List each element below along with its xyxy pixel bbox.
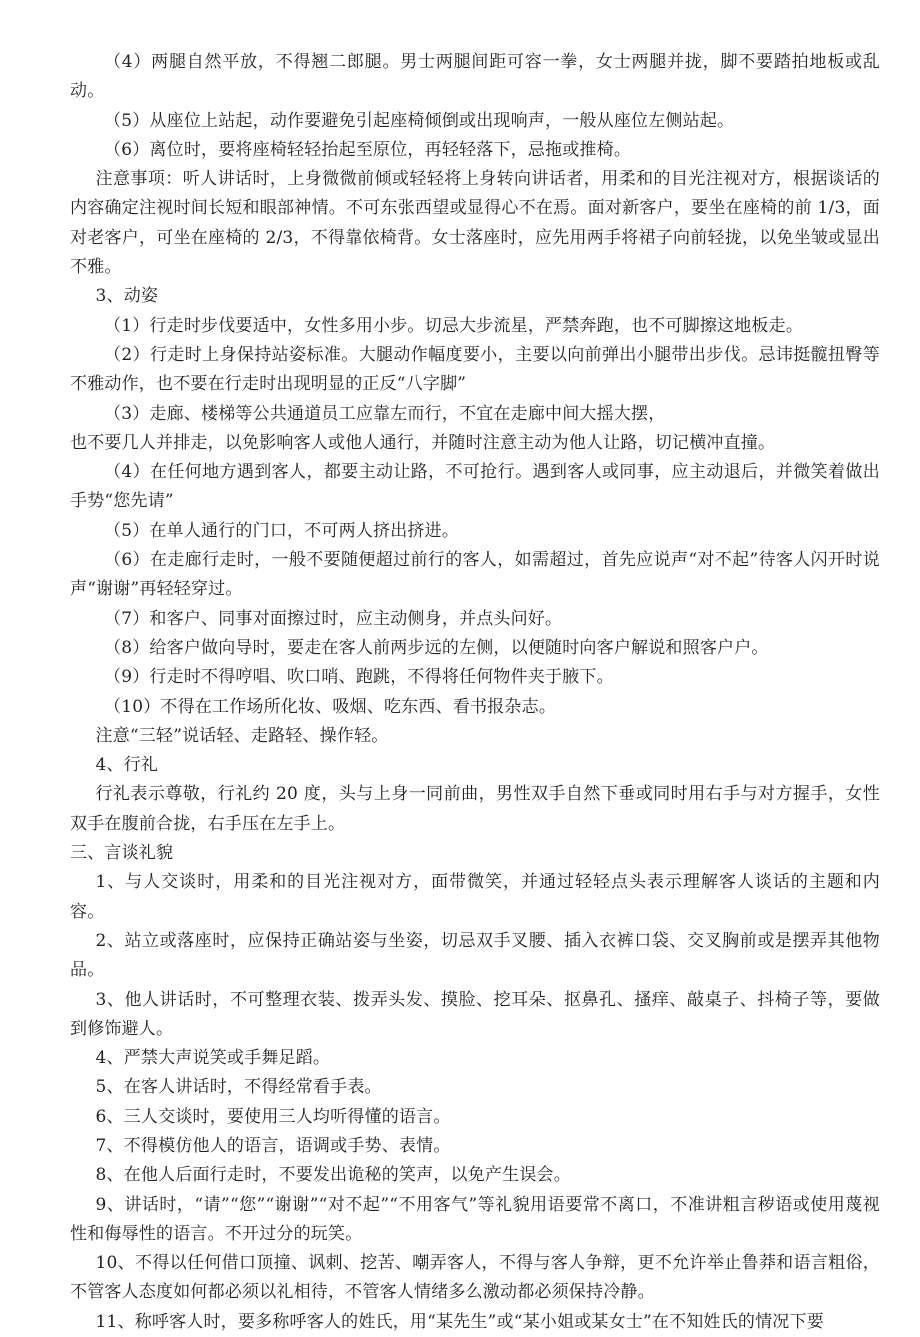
paragraph: （4）在任何地方遇到客人，都要主动让路，不可抢行。遇到客人或同事，应主动退后，并微笑着做出手势“您先请” [70,462,880,512]
paragraph: 行礼表示尊敬，行礼约 20 度，头与上身一同前曲，男性双手自然下垂或同时用右手与对方握手，女性双手在腹前合拢，右手压在左手上。 [70,784,880,834]
paragraph: 6、三人交谈时，要使用三人均听得懂的语言。 [95,1106,451,1127]
paragraph: （3）走廊、楼梯等公共通道员工应靠左而行，不宜在走廊中间大摇大摆， [104,403,666,424]
paragraph: （2）行走时上身保持站姿标准。大腿动作幅度要小，主要以向前弹出小腿带出步伐。忌讳挺髋扭臀等不雅动作，也不要在行走时出现明显的正反“八字脚” [70,344,880,395]
paragraph: （9）行走时不得哼唱、吹口哨、跑跳，不得将任何物件夹于腋下。 [104,667,614,688]
paragraph: 7、不得模仿他人的语言，语调或手势、表情。 [95,1135,451,1156]
paragraph: （8）给客户做向导时，要走在客人前两步远的左侧，以便随时向客户解说和照客户户。 [104,637,769,658]
paragraph: （4）两腿自然平放，不得翘二郎腿。男士两腿间距可容一拳，女士两腿并拢，脚不要踏拍地板或乱动。 [70,52,880,102]
paragraph: （5）从座位上站起，动作要避免引起座椅倾倒或出现响声，一般从座位左侧站起。 [104,110,735,131]
paragraph: 4、行礼 [95,755,159,776]
paragraph: 3、动姿 [95,286,159,307]
paragraph: 注意事项：听人讲话时，上身微微前倾或轻轻将上身转向讲话者，用柔和的目光注视对方，根据谈话的内容确定注视时间长短和眼部神情。不可东张西望或显得心不在焉。面对新客户，要坐在座椅的前 1/3，面对老客户，可坐在座椅的 2/3，不得靠依椅背。女士落座时，应先用两手将裙子向前轻拢，以免坐皱或显出不雅。 [70,169,880,278]
document-body [70,48,880,1337]
paragraph: 注意“三轻”说话轻、走路轻、操作轻。 [95,725,389,746]
paragraph: 3、他人讲话时，不可整理衣装、拨弄头发、摸脸、挖耳朵、抠鼻孔、搔痒、敲桌子、抖椅子等，要做到修饰避人。 [70,989,880,1039]
paragraph: （6）在走廊行走时，一般不要随便超过前行的客人，如需超过，首先应说声“对不起”待客人闪开时说声“谢谢”再轻轻穿过。 [70,550,880,600]
paragraph: （7）和客户、同事对面擦过时，应主动侧身，并点头问好。 [104,608,563,629]
paragraph: 2、站立或落座时，应保持正确站姿与坐姿，切忌双手叉腰、插入衣裤口袋、交叉胸前或是摆弄其他物品。 [70,930,880,981]
paragraph: 三、言谈礼貌 [70,843,174,864]
paragraph: 也不要几人并排走，以免影响客人或他人通行，并随时注意主动为他人让路，切记横冲直撞。 [70,432,776,453]
paragraph: 8、在他人后面行走时，不要发出诡秘的笑声，以免产生误会。 [95,1165,571,1186]
paragraph: （6）离位时，要将座椅轻轻抬起至原位，再轻轻落下，忌拖或推椅。 [104,139,632,160]
paragraph: （10）不得在工作场所化妆、吸烟、吃东西、看书报杂志。 [104,696,557,717]
paragraph: 1、与人交谈时，用柔和的目光注视对方，面带微笑，并通过轻轻点头表示理解客人谈话的主题和内容。 [70,872,880,922]
paragraph: （1）行走时步伐要适中，女性多用小步。切忌大步流星，严禁奔跑，也不可脚擦这地板走。 [104,315,804,336]
paragraph: 5、在客人讲话时，不得经常看手表。 [95,1077,382,1098]
paragraph: 11、称呼客人时，要多称呼客人的姓氏，用“某先生”或“某小姐或某女士”在不知姓氏的情况下要 [95,1311,824,1332]
paragraph: 4、严禁大声说笑或手舞足蹈。 [95,1048,331,1069]
paragraph: （5）在单人通行的门口，不可两人挤出挤进。 [104,520,460,541]
paragraph: 10、不得以任何借口顶撞、讽刺、挖苦、嘲弄客人，不得与客人争辩，更不允许举止鲁莽和语言粗俗，不管客人态度如何都必须以礼相待，不管客人情绪多么激动都必须保持冷静。 [70,1253,880,1303]
paragraph: 9、讲话时，“请”“您”“谢谢”“对不起”“不用客气”等礼貌用语要常不离口，不准讲粗言秽语或使用蔑视性和侮辱性的语言。不开过分的玩笑。 [70,1194,880,1244]
